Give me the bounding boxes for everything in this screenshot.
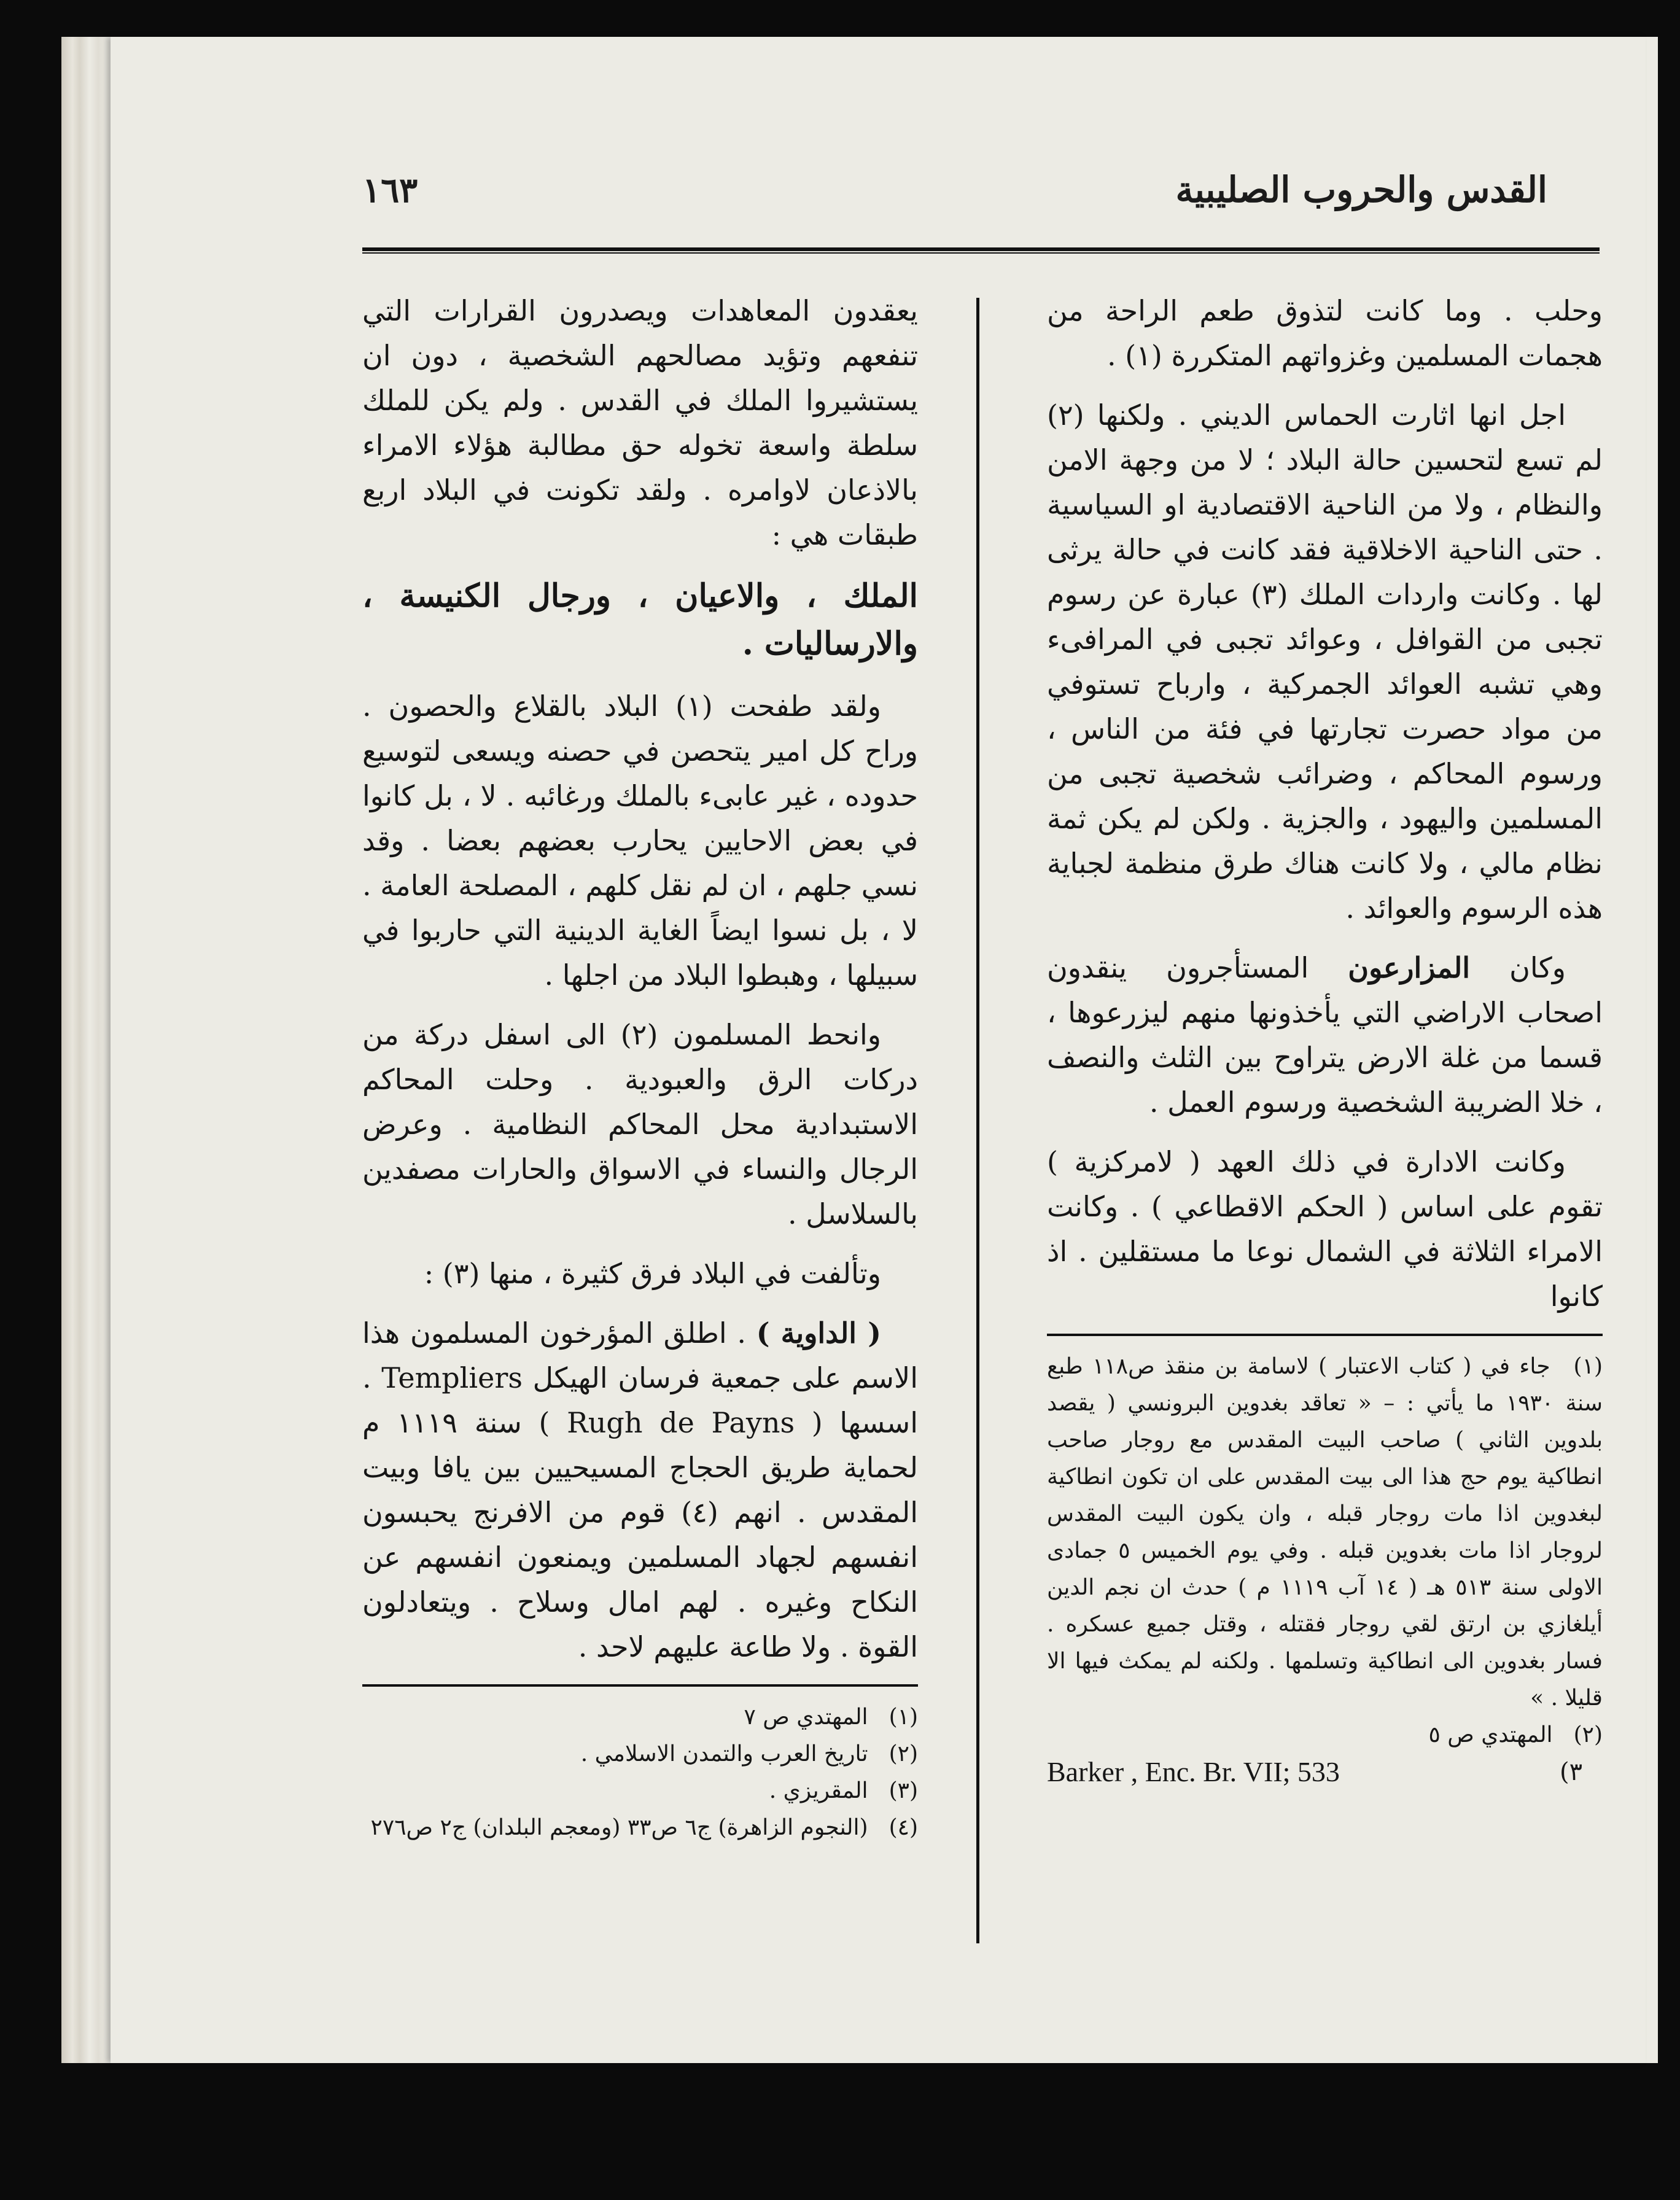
footnote — [362, 1699, 918, 1736]
left-paragraph-5 — [362, 1311, 918, 1669]
classes-heading: الملك ، والاعيان ، ورجال الكنيسة ، والارساليات . — [362, 577, 918, 663]
left-paragraph-3: وانحط المسلمون (٢) الى اسفل دركة من دركات الرق والعبودية . وحلت المحاكم الاستبدادية محل المحاكم النظامية . وعرض الرجال والنساء في الاسواق والحارات مصفدين بالسلاسل . — [362, 1018, 918, 1230]
right-footnotes — [1047, 1348, 1603, 1790]
footnote — [1047, 1348, 1603, 1717]
paragraph-lead: وكان — [1509, 951, 1566, 984]
paragraph-rest: . اطلق المؤرخون المسلمون هذا الاسم على جمعية فرسان الهيكل Templiers . اسسها ( Rugh de Payns ) سنة ١١١٩ م لحماية طريق الحجاج المسيحيين بين يافا وبيت المقدس . انهم (٤) قوم من الافرنج يحبسون انفسهم لجهاد المسلمين ويمنعون انفسهم عن النكاح وغيره . لهم امال وسلاح . ويتعادلون القوة . ولا طاعة عليهم لاحد . — [362, 1316, 918, 1663]
footnote — [362, 1773, 918, 1809]
footnote-rule — [362, 1684, 918, 1687]
left-footnotes — [362, 1699, 918, 1846]
right-column — [1047, 289, 1603, 1790]
footnote — [362, 1736, 918, 1773]
footnote-text: (النجوم الزاهرة) ج٦ ص٣٣ (ومعجم البلدان) ج٢ ص٢٧٦ — [370, 1815, 868, 1840]
footnote-number: (٣) — [889, 1778, 918, 1803]
right-paragraph-3 — [1047, 946, 1603, 1125]
footnote-text: المهتدي ص ٧ — [744, 1704, 868, 1730]
footnote-number: (٢) — [1573, 1722, 1603, 1747]
left-paragraph-4: وتألفت في البلاد فرق كثيرة ، منها (٣) : — [424, 1257, 881, 1290]
bold-term-templars: ( الداوية ) — [756, 1316, 881, 1350]
footnote-latin — [1047, 1754, 1603, 1790]
right-paragraph-2: اجل انها اثارت الحماس الديني . ولكنها (٢) لم تسع لتحسين حالة البلاد ؛ لا من وجهة الامن والنظام ، ولا من الناحية الاقتصادية او السياسية . حتى الناحية الاخلاقية فقد كانت في حالة يرثى لها . وكانت واردات الملك (٣) عبارة عن رسوم تجبى من القوافل ، وعوائد تجبى في المرافىء وهي تشبه العوائد الجمركية ، وارباح تستوفي من مواد حصرت تجارتها في فئة من الناس ، ورسوم المحاكم ، وضرائب شخصية تجبى من المسلمين واليهود ، والجزية . ولكن لم يكن ثمة نظام مالي ، ولا كانت هناك طرق منظمة لجباية هذه الرسوم والعوائد . — [1047, 398, 1603, 925]
header-rule — [362, 247, 1600, 254]
left-paragraph-2: ولقد طفحت (١) البلاد بالقلاع والحصون . وراح كل امير يتحصن في حصنه ويسعى لتوسيع حدوده ، غير عابىء بالملك ورغائبه . لا ، بل كانوا في بعض الاحايين يحارب بعضهم بعضا . وقد نسي جلهم ، ان لم نقل كلهم ، المصلحة العامة . لا ، بل نسوا ايضاً الغاية الدينية التي حاربوا في سبيلها ، وهبطوا البلاد من اجلها . — [362, 690, 918, 992]
column-divider — [976, 298, 979, 1943]
right-paragraph-4: وكانت الادارة في ذلك العهد ( لامركزية ) تقوم على اساس ( الحكم الاقطاعي ) . وكانت الامراء الثلاثة في الشمال نوعا ما مستقلين . اذ كانوا — [1047, 1145, 1603, 1313]
left-column — [362, 289, 918, 1846]
footnote-number: (٢) — [889, 1741, 918, 1767]
page-number: ١٦٣ — [362, 170, 418, 211]
footnote-rule — [1047, 1334, 1603, 1336]
footnote-number: (٤) — [889, 1815, 918, 1840]
left-paragraph-1: يعقدون المعاهدات ويصدرون القرارات التي تنفعهم وتؤيد مصالحهم الشخصية ، دون ان يستشيروا الملك في القدس . ولم يكن للملك سلطة واسعة تخوله حق مطالبة هؤلاء الامراء بالاذعان لاوامره . ولقد تكونت في البلاد اربع طبقات هي : — [362, 294, 918, 551]
footnote-text: المقريزي . — [769, 1778, 868, 1803]
footnote-text: Barker , Enc. Br. VII; 533 — [1047, 1756, 1340, 1787]
running-title: القدس والحروب الصليبية — [1175, 169, 1547, 211]
paragraph-rest: المستأجرون ينقدون اصحاب الاراضي التي يأخذونها منهم ليزرعوها ، قسما من غلة الارض يتراوح بين الثلث والنصف ، خلا الضريبة الشخصية ورسوم العمل . — [1047, 951, 1603, 1119]
footnote-number: (١) — [1573, 1354, 1603, 1379]
footnote-text: جاء في ( كتاب الاعتبار ) لاسامة بن منقذ ص١١٨ طبع سنة ١٩٣٠ ما يأتي : – « تعاقد بغدوين البرونسي ( يقصد بلدوين الثاني ) صاحب البيت المقدس مع روجار صاحب انطاكية يوم حج هذا الى بيت المقدس على ان تكون انطاكية لبغدوين اذا مات روجار قبله ، وان يكون البيت المقدس لروجار اذا مات بغدوين قبله . وفي يوم الخميس ٥ جمادى الاولى سنة ٥١٣ هـ ( ١٤ آب ١١١٩ م ) حدث ان نجم الدين أيلغازي بن ارتق لقي روجار فقتله ، وقتل جميع عسكره . فسار بغدوين الى انطاكية وتسلمها . ولكنه لم يمكث فيها الا قليلا . » — [1047, 1354, 1603, 1711]
footnote-text: تاريخ العرب والتمدن الاسلامي . — [580, 1741, 868, 1767]
footnote — [1047, 1717, 1603, 1754]
running-head — [246, 157, 1596, 224]
footnote — [362, 1809, 918, 1846]
right-paragraph-1: وحلب . وما كانت لتذوق طعم الراحة من هجمات المسلمين وغزواتهم المتكررة (١) . — [1047, 294, 1603, 372]
bold-term-farmers: المزارعون — [1348, 951, 1471, 984]
footnote-number: (١) — [889, 1704, 918, 1730]
footnote-text: المهتدي ص ٥ — [1428, 1722, 1553, 1747]
footnote-number: (٣ — [1560, 1758, 1583, 1786]
